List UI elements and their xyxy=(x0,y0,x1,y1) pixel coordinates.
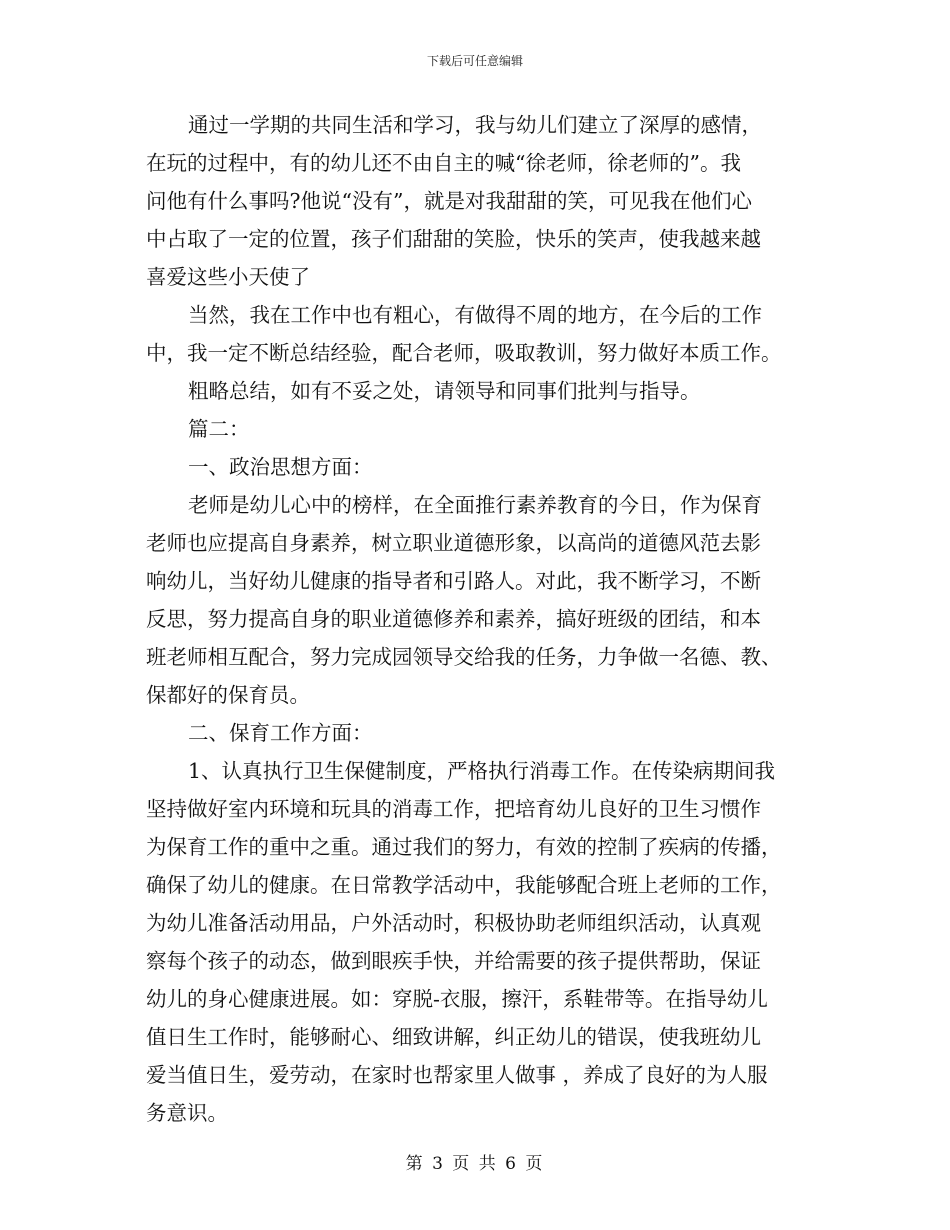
text-line: 确保了幼儿的健康。在日常教学活动中，我能够配合班上老师的工作， xyxy=(146,873,782,897)
text-line: 问他有什么事吗?他说“没有”，就是对我甜甜的笑，可见我在他们心 xyxy=(146,189,752,213)
text-line: 老师也应提高自身素养，树立职业道德形象，以高尚的道德风范去影 xyxy=(146,531,761,555)
text-line: 反思，努力提高自身的职业道德修养和素养，搞好班级的团结，和本 xyxy=(146,607,761,631)
section-title: 篇二： xyxy=(188,417,250,441)
text-line: 察每个孩子的动态，做到眼疾手快，并给需要的孩子提供帮助，保证 xyxy=(146,949,761,973)
text-line: 喜爱这些小天使了 xyxy=(146,265,310,289)
text-line: 为幼儿准备活动用品，户外活动时，积极协助老师组织活动，认真观 xyxy=(146,911,761,935)
text-line: 在玩的过程中，有的幼儿还不由自主的喊“徐老师，徐老师的”。我 xyxy=(146,151,741,175)
text-line: 保都好的保育员。 xyxy=(146,683,310,707)
text-line: 响幼儿，当好幼儿健康的指导者和引路人。对此，我不断学习，不断 xyxy=(146,569,761,593)
page-number-footer: 第 3 页 共 6 页 xyxy=(405,1154,545,1174)
text-line: 粗略总结，如有不妥之处，请领导和同事们批判与指导。 xyxy=(188,379,701,403)
text-line: 班老师相互配合，努力完成园领导交给我的任务，力争做一名德、教、 xyxy=(146,645,782,669)
document-body xyxy=(146,106,812,1132)
text-line: 老师是幼儿心中的榜样，在全面推行素养教育的今日，作为保育 xyxy=(188,493,762,517)
text-line: 值日生工作时，能够耐心、细致讲解，纠正幼儿的错误，使我班幼儿 xyxy=(146,1025,761,1049)
page-header-note: 下载后可任意编辑 xyxy=(426,54,523,68)
text-line: 当然，我在工作中也有粗心，有做得不周的地方，在今后的工作 xyxy=(188,303,762,327)
text-line: 中占取了一定的位置，孩子们甜甜的笑脸，快乐的笑声，使我越来越 xyxy=(146,227,761,251)
text-line: 幼儿的身心健康进展。如：穿脱-衣服，擦汗，系鞋带等。在指导幼儿 xyxy=(146,987,768,1011)
text-line: 坚持做好室内环境和玩具的消毒工作，把培育幼儿良好的卫生习惯作 xyxy=(146,797,761,821)
text-line: 为保育工作的重中之重。通过我们的努力，有效的控制了疾病的传播， xyxy=(146,835,782,859)
text-line: 通过一学期的共同生活和学习，我与幼儿们建立了深厚的感情， xyxy=(188,113,762,137)
text-line: 务意识。 xyxy=(146,1101,228,1125)
section-heading: 一、政治思想方面： xyxy=(188,455,373,479)
text-line: 中，我一定不断总结经验，配合老师，吸取教训，努力做好本质工作。 xyxy=(146,341,782,365)
section-heading: 二、保育工作方面： xyxy=(188,721,373,745)
text-line: 爱当值日生，爱劳动，在家时也帮家里人做事 ，养成了良好的为人服 xyxy=(146,1063,768,1087)
text-line: 1、认真执行卫生保健制度，严格执行消毒工作。在传染病期间我 xyxy=(188,759,776,783)
